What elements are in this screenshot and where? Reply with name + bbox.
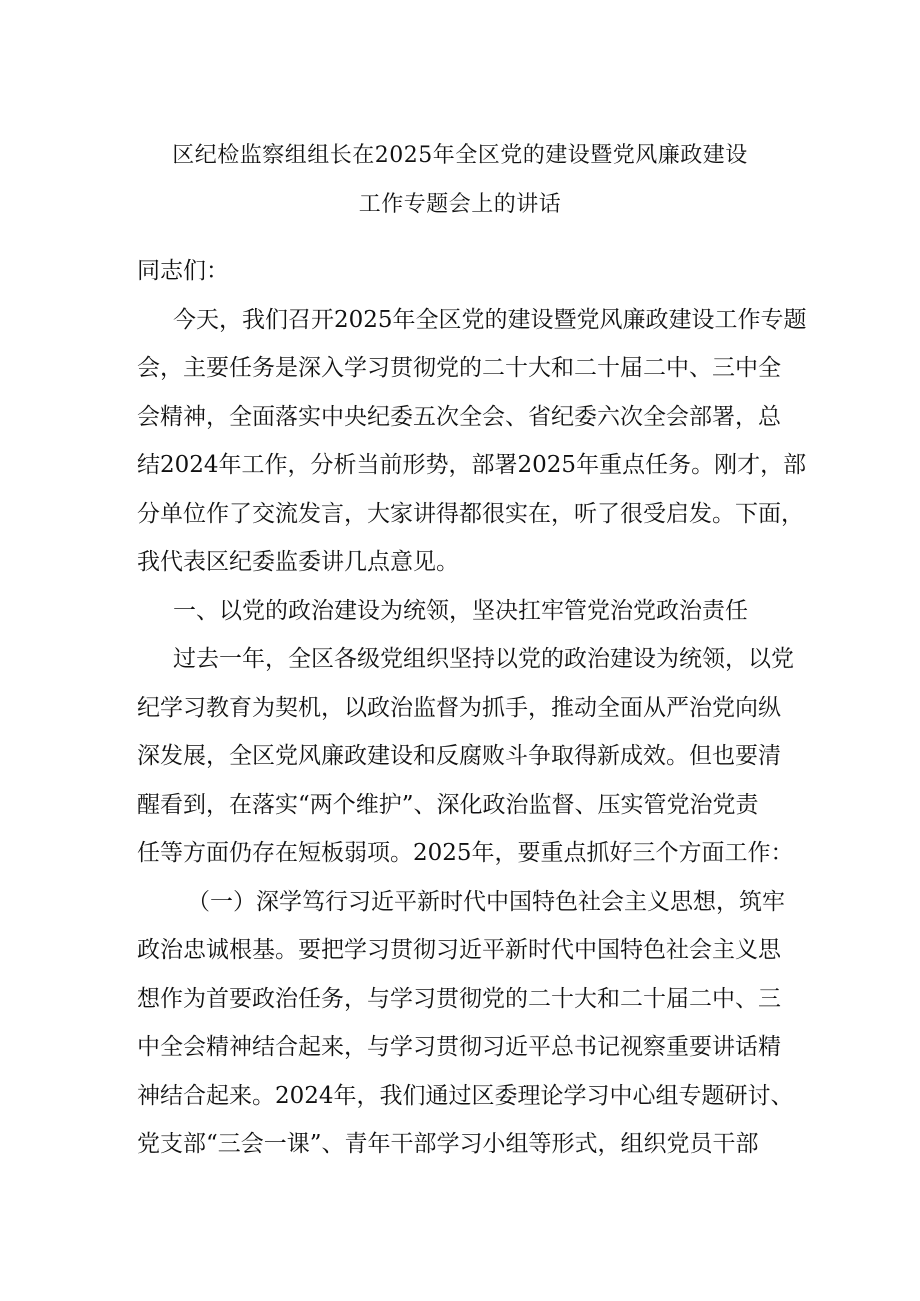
text-line: 今天，我们召开2025年全区党的建设暨党风廉政建设工作专题: [173, 306, 807, 333]
text-line: 我代表区纪委监委讲几点意见。: [137, 549, 459, 575]
document-body: [137, 247, 807, 1169]
text-line: 纪学习教育为契机，以政治监督为抓手，推动全面从严治党向纵: [137, 694, 781, 721]
text-line: 过去一年，全区各级党组织坚持以党的政治建设为统领，以党: [173, 646, 794, 672]
text-line: （一）深学笃行习近平新时代中国特色社会主义思想，筑牢: [187, 888, 785, 915]
text-line: 醒看到，在落实“两个维护”、深化政治监督、压实管党治党责: [137, 791, 759, 818]
document-title-line-1: 区纪检监察组组长在2025年全区党的建设暨党风廉政建设: [172, 143, 748, 168]
text-line: 政治忠诚根基。要把学习贯彻习近平新时代中国特色社会主义思: [137, 937, 781, 963]
text-line: 任等方面仍存在短板弱项。2025年，要重点抓好三个方面工作：: [137, 840, 794, 866]
text-line: 同志们：: [137, 258, 229, 284]
text-line: 深发展，全区党风廉政建设和反腐败斗争取得新成效。但也要清: [137, 743, 781, 769]
text-line: 党支部“三会一课”、青年干部学习小组等形式，组织党员干部: [137, 1131, 759, 1157]
text-line: 分单位作了交流发言，大家讲得都很实在，听了很受启发。下面，: [137, 500, 804, 527]
text-line: 一、以党的政治建设为统领，坚决扛牢管党治党政治责任: [173, 597, 748, 624]
text-line: 结2024年工作，分析当前形势，部署2025年重点任务。刚才，部: [137, 452, 807, 478]
text-line: 会，主要任务是深入学习贯彻党的二十大和二十届二中、三中全: [137, 355, 781, 381]
text-line: 想作为首要政治任务，与学习贯彻党的二十大和二十届二中、三: [137, 985, 781, 1012]
text-line: 神结合起来。2024年，我们通过区委理论学习中心组专题研讨、: [137, 1082, 794, 1109]
text-line: 会精神，全面落实中央纪委五次全会、省纪委六次全会部署，总: [137, 403, 781, 430]
text-line: 中全会精神结合起来，与学习贯彻习近平总书记视察重要讲话精: [137, 1034, 781, 1060]
document-title-line-2: 工作专题会上的讲话: [358, 192, 562, 217]
